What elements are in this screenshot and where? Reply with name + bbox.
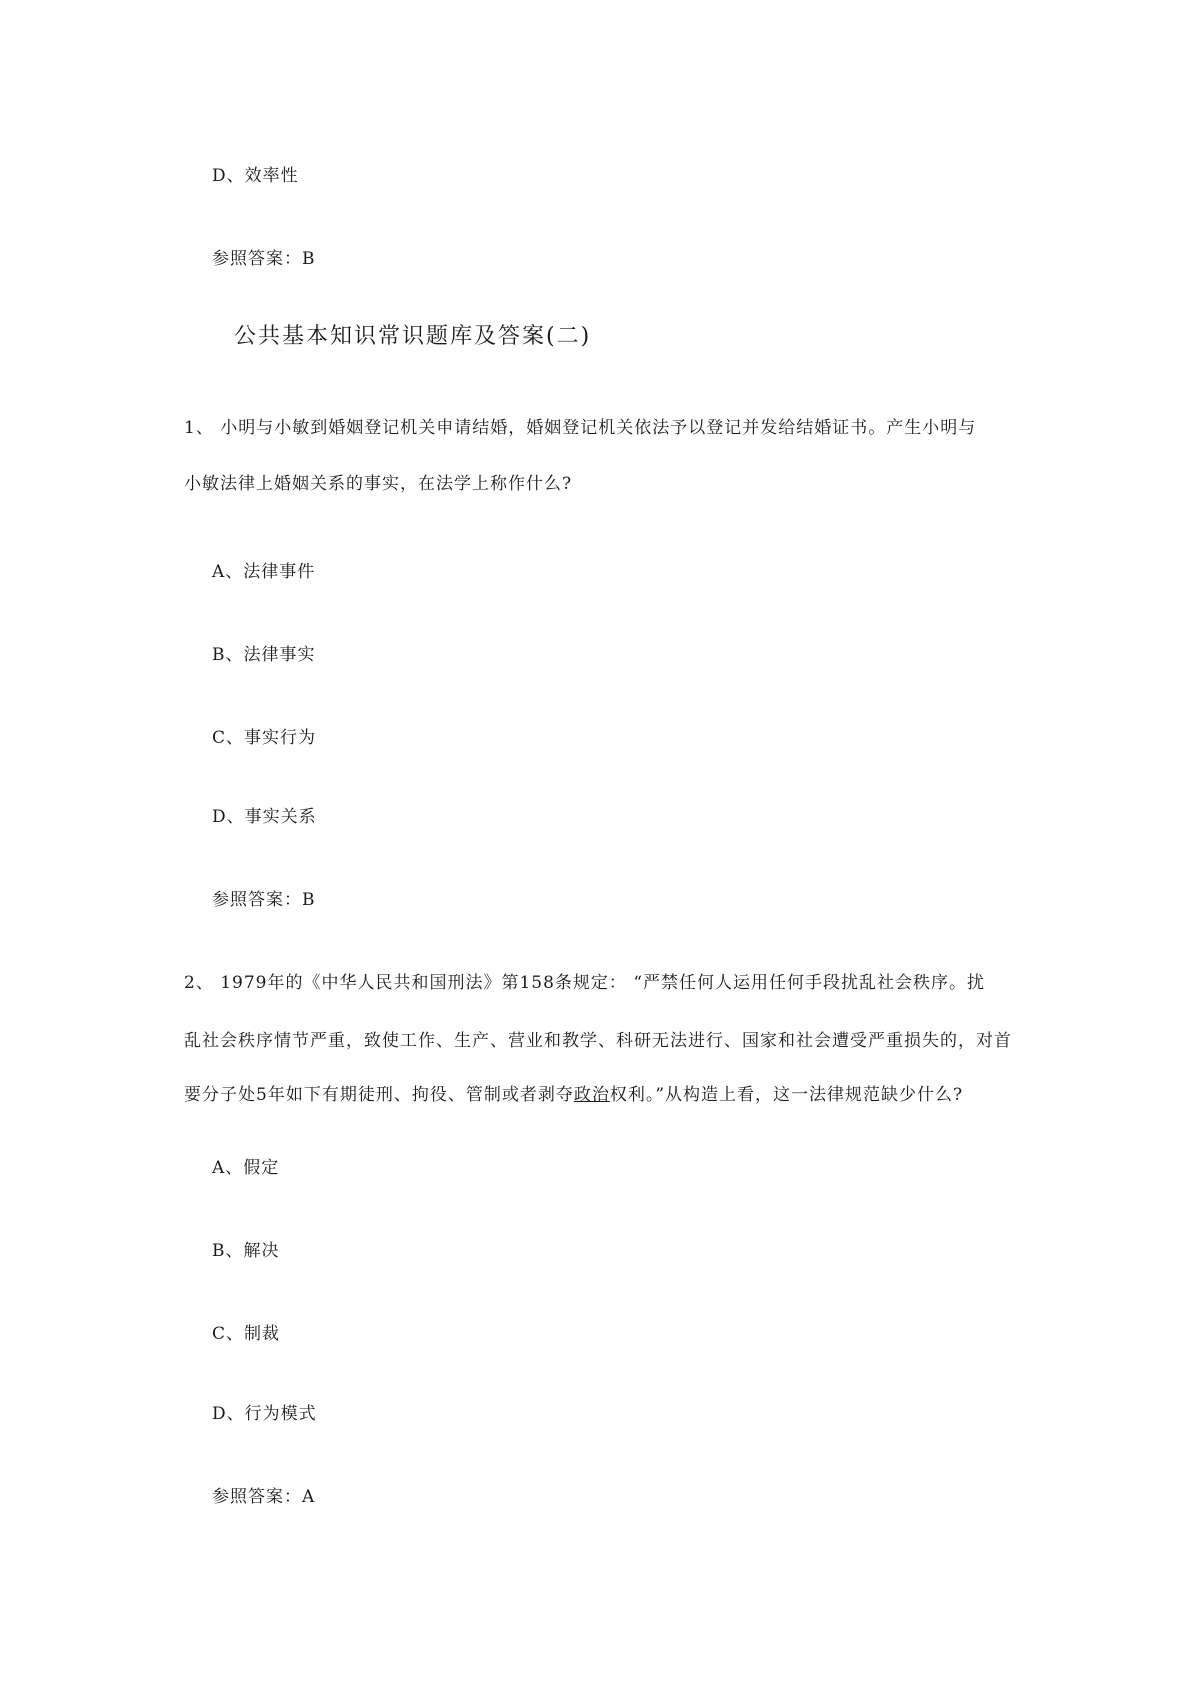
question-2-line-2: 乱社会秩序情节严重，致使工作、生产、营业和教学、科研无法进行、国家和社会遭受严重损失的，对首 — [184, 1031, 1012, 1051]
underlined-term: 政治 — [573, 1085, 610, 1105]
question-2-text — [184, 971, 1024, 1107]
question-2-line-3-end: 权利。”从构造上看，这一法律规范缺少什么? — [609, 1085, 964, 1105]
question-2-line-1: 2、 1979年的《中华人民共和国刑法》第158条规定： “严禁任何人运用任何手段扰乱社会秩序。扰 — [184, 973, 986, 993]
q2-option-d: D、行为模式 — [212, 1404, 317, 1424]
question-2-line-3-start: 要分子处5年如下有期徒刑、拘役、管制或者剥夺 — [184, 1085, 574, 1105]
q1-option-b: B、法律事实 — [212, 645, 316, 665]
q1-option-d: D、事实关系 — [212, 807, 317, 827]
prev-option-d: D、效率性 — [212, 166, 299, 186]
q2-option-a: A、假定 — [212, 1158, 280, 1178]
q1-answer: 参照答案：B — [212, 890, 316, 910]
prev-answer: 参照答案：B — [212, 249, 316, 269]
q1-option-a: A、法律事件 — [212, 562, 316, 582]
question-2-line-3 — [184, 1083, 1024, 1107]
q2-option-b: B、解决 — [212, 1241, 280, 1261]
section-title: 公共基本知识常识题库及答案(二) — [234, 324, 592, 349]
q2-option-c: C、制裁 — [212, 1324, 281, 1344]
question-1-line-2: 小敏法律上婚姻关系的事实，在法学上称作什么? — [184, 474, 573, 494]
question-1-text — [184, 416, 1024, 496]
question-1-line-1: 1、 小明与小敏到婚姻登记机关申请结婚，婚姻登记机关依法予以登记并发给结婚证书。产生小明与 — [184, 418, 977, 438]
q1-option-c: C、事实行为 — [212, 728, 317, 748]
q2-answer: 参照答案：A — [212, 1487, 316, 1507]
